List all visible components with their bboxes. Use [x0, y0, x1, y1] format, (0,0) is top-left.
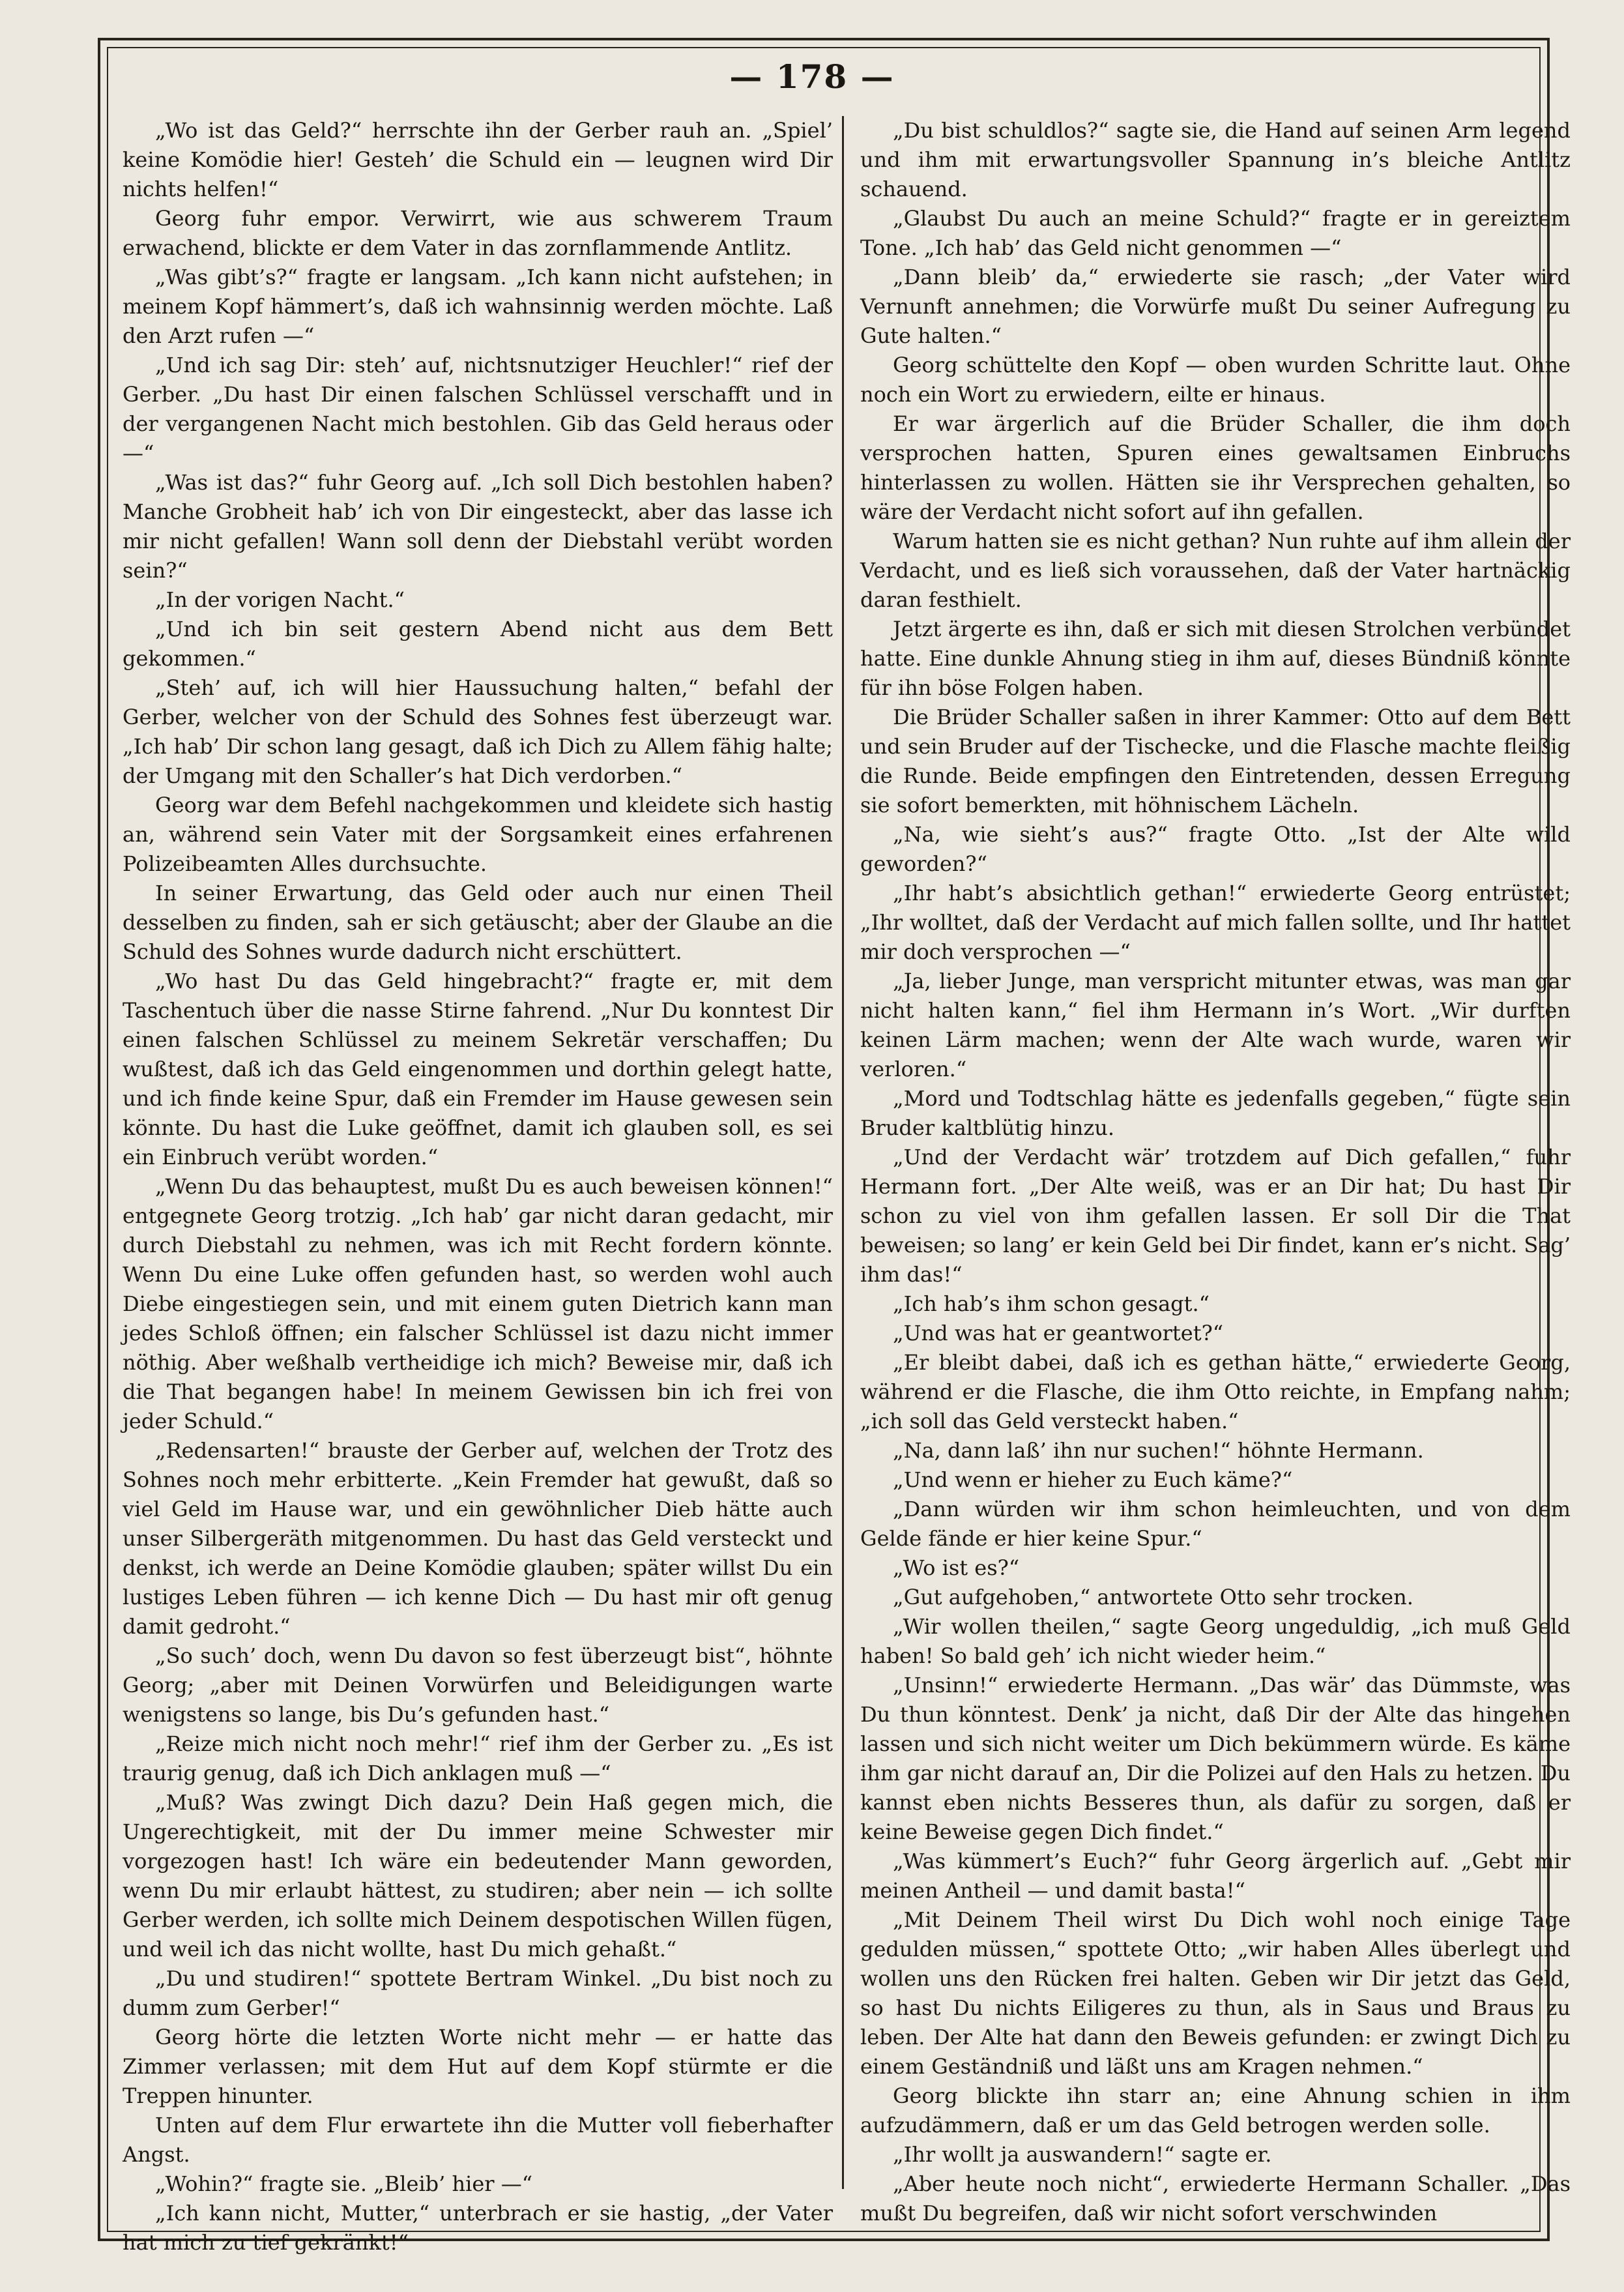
- paragraph: „Steh’ auf, ich will hier Haussuchung halten,“ befahl der Gerber, welcher von der Schuld des Sohnes fest überzeugt war. „Ich hab’ Dir schon lang gesagt, daß ich Dich zu Allem fähig halte; der Umgang mit den Schaller’s hat Dich verdorben.“: [123, 675, 833, 788]
- paragraph: „Reize mich nicht noch mehr!“ rief ihm der Gerber zu. „Es ist traurig genug, daß ich Dich anklagen muß —“: [123, 1731, 833, 1785]
- page-number: — 178 —: [729, 57, 895, 96]
- paragraph: Warum hatten sie es nicht gethan? Nun ruhte auf ihm allein der Verdacht, und es ließ sich voraussehen, daß der Vater hartnäckig daran festhielt.: [860, 529, 1571, 612]
- paragraph: „Mord und Todtschlag hätte es jedenfalls gegeben,“ fügte sein Bruder kaltblütig hinzu.: [860, 1086, 1571, 1140]
- paragraph: Georg fuhr empor. Verwirrt, wie aus schwerem Traum erwachend, blickte er dem Vater in das zornflammende Antlitz.: [123, 206, 833, 260]
- paragraph: „Er bleibt dabei, daß ich es gethan hätte,“ erwiederte Georg, während er die Flasche, die ihm Otto reichte, in Empfang nahm; „ich soll das Geld versteckt haben.“: [860, 1350, 1571, 1433]
- paragraph: „So such’ doch, wenn Du davon so fest überzeugt bist“, höhnte Georg; „aber mit Deinen Vorwürfen und Beleidigungen warte wenigstens so lange, bis Du’s gefunden hast.“: [123, 1643, 833, 1727]
- paragraph: Die Brüder Schaller saßen in ihrer Kammer: Otto auf dem Bett und sein Bruder auf der Tischecke, und die Flasche machte fleißig die Runde. Beide empfingen den Eintretenden, dessen Erregung sie sofort bemerkten, mit höhnischem Lächeln.: [860, 705, 1571, 817]
- paragraph: „Wo hast Du das Geld hingebracht?“ fragte er, mit dem Taschentuch über die nasse Stirne fahrend. „Nur Du konntest Dir einen falschen Schlüssel zu meinem Sekretär verschaffen; Du wußtest, daß ich das Geld eingenommen und dorthin gelegt hatte, und ich finde keine Spur, daß ein Fremder im Hause gewesen sein könnte. Du hast die Luke geöffnet, damit ich glauben soll, es sei ein Einbruch verübt worden.“: [123, 969, 833, 1169]
- paragraph: Georg blickte ihn starr an; eine Ahnung schien in ihm aufzudämmern, daß er um das Geld betrogen werden solle.: [860, 2083, 1571, 2138]
- paragraph: „Ihr wollt ja auswandern!“ sagte er.: [893, 2142, 1272, 2167]
- paragraph: „Aber heute noch nicht“, erwiederte Hermann Schaller. „Das mußt Du begreifen, daß wir nicht sofort verschwinden: [860, 2171, 1571, 2226]
- left-column: [123, 116, 833, 2255]
- paragraph: „Wo ist es?“: [893, 1555, 1020, 1580]
- paragraph: „Was gibt’s?“ fragte er langsam. „Ich kann nicht aufstehen; in meinem Kopf hämmert’s, daß ich wahnsinnig werden möchte. Laß den Arzt rufen —“: [123, 265, 833, 348]
- paragraph: In seiner Erwartung, das Geld oder auch nur einen Theil desselben zu finden, sah er sich getäuscht; aber der Glaube an die Schuld des Sohnes wurde dadurch nicht erschüttert.: [123, 881, 833, 964]
- paragraph: „Ich kann nicht, Mutter,“ unterbrach er sie hastig, „der Vater hat mich zu tief gekränkt!“: [123, 2201, 833, 2255]
- paragraph: Georg war dem Befehl nachgekommen und kleidete sich hastig an, während sein Vater mit der Sorgsamkeit eines erfahrenen Polizeibeamten Alles durchsuchte.: [123, 793, 833, 876]
- paragraph: „Wo ist das Geld?“ herrschte ihn der Gerber rauh an. „Spiel’ keine Komödie hier! Gesteh’ die Schuld ein — leugnen wird Dir nichts helfen!“: [123, 118, 833, 201]
- paragraph: Er war ärgerlich auf die Brüder Schaller, die ihm doch versprochen hatten, Spuren eines gewaltsamen Einbruchs hinterlassen zu wollen. Hätten sie ihr Versprechen gehalten, so wäre der Verdacht nicht sofort auf ihn gefallen.: [860, 411, 1571, 524]
- paragraph: „Und ich sag Dir: steh’ auf, nichtsnutziger Heuchler!“ rief der Gerber. „Du hast Dir einen falschen Schlüssel verschafft und in der vergangenen Nacht mich bestohlen. Gib das Geld heraus oder —“: [123, 353, 833, 465]
- paragraph: „Und der Verdacht wär’ trotzdem auf Dich gefallen,“ fuhr Hermann fort. „Der Alte weiß, was er an Dir hat; Du hast Dir schon zu viel von ihm gefallen lassen. Er soll Dir die That beweisen; so lang’ er kein Geld bei Dir findet, kann er’s nicht. Sag’ ihm das!“: [860, 1145, 1571, 1287]
- paragraph: „Ja, lieber Junge, man verspricht mitunter etwas, was man gar nicht halten kann,“ fiel ihm Hermann in’s Wort. „Wir durften keinen Lärm machen; wenn der Alte wach wurde, waren wir verloren.“: [860, 969, 1571, 1081]
- paragraph: Georg schüttelte den Kopf — oben wurden Schritte laut. Ohne noch ein Wort zu erwiedern, eilte er hinaus.: [860, 353, 1571, 407]
- paragraph: „Du bist schuldlos?“ sagte sie, die Hand auf seinen Arm legend und ihm mit erwartungsvoller Spannung in’s bleiche Antlitz schauend.: [860, 118, 1571, 201]
- paragraph: „Du und studiren!“ spottete Bertram Winkel. „Du bist noch zu dumm zum Gerber!“: [123, 1966, 833, 2020]
- column-divider: [842, 116, 844, 2189]
- paragraph: „Und ich bin seit gestern Abend nicht aus dem Bett gekommen.“: [123, 617, 833, 671]
- paragraph: „Gut aufgehoben,“ antwortete Otto sehr trocken.: [893, 1585, 1414, 1609]
- paragraph: „Mit Deinem Theil wirst Du Dich wohl noch einige Tage gedulden müssen,“ spottete Otto; „wir haben Alles überlegt und wollen uns den Rücken frei halten. Geben wir Dir jetzt das Geld, so hast Du nichts Eiligeres zu thun, als in Saus und Braus zu leben. Der Alte hat dann den Beweis gefunden: er zwingt Dich zu einem Geständniß und läßt uns am Kragen nehmen.“: [860, 1907, 1571, 2079]
- paragraph: Unten auf dem Flur erwartete ihn die Mutter voll fieberhafter Angst.: [123, 2113, 833, 2167]
- paragraph: „Na, dann laß’ ihn nur suchen!“ höhnte Hermann.: [893, 1438, 1424, 1463]
- paragraph: „Wohin?“ fragte sie. „Bleib’ hier —“: [155, 2171, 533, 2196]
- paragraph: „Muß? Was zwingt Dich dazu? Dein Haß gegen mich, die Ungerechtigkeit, mit der Du immer meine Schwester mir vorgezogen hast! Ich wäre ein bedeutender Mann geworden, wenn Du mir erlaubt hättest, zu studiren; aber nein — ich sollte Gerber werden, ich sollte mich Deinem despotischen Willen fügen, und weil ich das nicht wollte, hast Du mich gehaßt.“: [123, 1790, 833, 1961]
- paragraph: „Unsinn!“ erwiederte Hermann. „Das wär’ das Dümmste, was Du thun könntest. Denk’ ja nicht, daß Dir der Alte das hingehen lassen und sich nicht weiter um Dich bekümmern würde. Es käme ihm gar nicht darauf an, Dir die Polizei auf den Hals zu hetzen. Du kannst eben nichts Besseres thun, als dafür zu sorgen, daß er keine Beweise gegen Dich findet.“: [860, 1673, 1571, 1844]
- paragraph: „Dann bleib’ da,“ erwiederte sie rasch; „der Vater wird Vernunft annehmen; die Vorwürfe mußt Du seiner Aufregung zu Gute halten.“: [860, 265, 1571, 348]
- paragraph: „Wenn Du das behauptest, mußt Du es auch beweisen können!“ entgegnete Georg trotzig. „Ich hab’ gar nicht daran gedacht, mir durch Diebstahl zu nehmen, was ich mit Recht fordern könnte. Wenn Du eine Luke offen gefunden hast, so werden wohl auch Diebe eingestiegen sein, und mit einem guten Dietrich kann man jedes Schloß öffnen; ein falscher Schlüssel ist dazu nicht immer nöthig. Aber weßhalb vertheidige ich mich? Beweise mir, daß ich die That begangen habe! In meinem Gewissen bin ich frei von jeder Schuld.“: [123, 1174, 833, 1433]
- paragraph: „Redensarten!“ brauste der Gerber auf, welchen der Trotz des Sohnes noch mehr erbitterte. „Kein Fremder hat gewußt, daß so viel Geld im Hause war, und ein gewöhnlicher Dieb hätte auch unser Silbergeräth mitgenommen. Du hast das Geld versteckt und denkst, ich werde an Deine Komödie glauben; später willst Du ein lustiges Leben führen — ich kenne Dich — Du hast mir oft genug damit gedroht.“: [123, 1438, 833, 1639]
- paragraph: „Was kümmert’s Euch?“ fuhr Georg ärgerlich auf. „Gebt mir meinen Antheil — und damit basta!“: [860, 1849, 1571, 1903]
- paragraph: „In der vorigen Nacht.“: [155, 587, 405, 612]
- paragraph: „Dann würden wir ihm schon heimleuchten, und von dem Gelde fände er hier keine Spur.“: [860, 1497, 1571, 1551]
- paragraph: „Und wenn er hieher zu Euch käme?“: [893, 1467, 1293, 1492]
- paragraph: Jetzt ärgerte es ihn, daß er sich mit diesen Strolchen verbündet hatte. Eine dunkle Ahnung stieg in ihm auf, dieses Bündniß könnte für ihn böse Folgen haben.: [860, 617, 1571, 700]
- paragraph: „Glaubst Du auch an meine Schuld?“ fragte er in gereiztem Tone. „Ich hab’ das Geld nicht genommen —“: [860, 206, 1571, 260]
- paragraph: „Wir wollen theilen,“ sagte Georg ungeduldig, „ich muß Geld haben! So bald geh’ ich nicht wieder heim.“: [860, 1614, 1571, 1668]
- paragraph: „Ihr habt’s absichtlich gethan!“ erwiederte Georg entrüstet; „Ihr wolltet, daß der Verdacht auf mich fallen sollte, und Ihr hattet mir doch versprochen —“: [860, 881, 1571, 964]
- paragraph: „Ich hab’s ihm schon gesagt.“: [893, 1291, 1210, 1316]
- right-column: [860, 116, 1571, 2226]
- paragraph: „Na, wie sieht’s aus?“ fragte Otto. „Ist der Alte wild geworden?“: [860, 822, 1571, 876]
- paragraph: „Und was hat er geantwortet?“: [893, 1321, 1224, 1345]
- paragraph: Georg hörte die letzten Worte nicht mehr — er hatte das Zimmer verlassen; mit dem Hut auf dem Kopf stürmte er die Treppen hinunter.: [123, 2025, 833, 2108]
- paragraph: „Was ist das?“ fuhr Georg auf. „Ich soll Dich bestohlen haben? Manche Grobheit hab’ ich von Dir eingesteckt, aber das lasse ich mir nicht gefallen! Wann soll denn der Diebstahl verübt worden sein?“: [123, 470, 833, 583]
